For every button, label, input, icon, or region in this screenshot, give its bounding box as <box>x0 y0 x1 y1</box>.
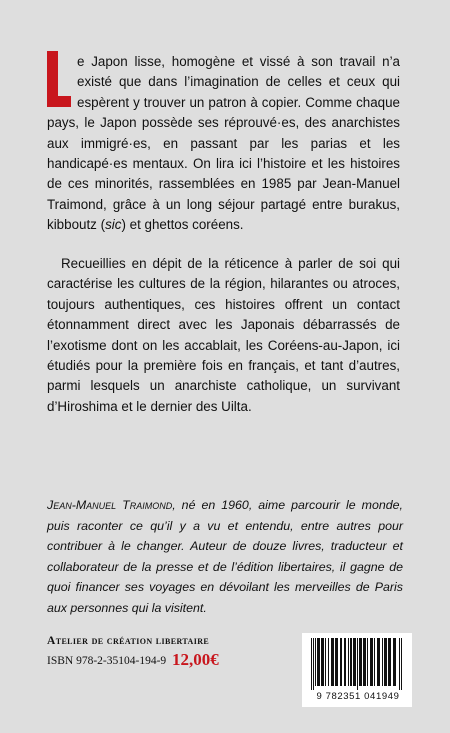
barcode-bar <box>350 638 352 686</box>
author-bio <box>47 495 403 619</box>
barcode-bar <box>335 638 338 686</box>
barcode-bar <box>344 638 346 686</box>
barcode <box>302 633 412 707</box>
barcode-bar <box>325 638 326 686</box>
publisher-name: Atelier de création libertaire <box>47 635 210 647</box>
barcode-bar <box>370 638 373 686</box>
barcode-bar <box>353 638 356 686</box>
barcode-bar <box>384 638 387 686</box>
author-name: Jean-Manuel Traimond <box>47 498 173 512</box>
barcode-bar <box>331 638 334 686</box>
barcode-bar <box>374 638 375 686</box>
barcode-bar <box>311 638 312 690</box>
barcode-bar <box>359 638 362 686</box>
blurb-paragraph-2: Recueillies en dépit de la réticence à parler de soi qui caractérise les cultures de la région, hilarantes ou atroces, toujours authentiques, ces histoires offrent un contact étonnamment direct avec les Japonais débarrassés de l’exotisme dont on les accablait, les Coréens-au-Japon, ici étudiés pour la première fois en français, et tant d’autres, parmi lesquels un anarchiste catholique, un survivant d’Hiroshima et le dernier des Uilta. <box>47 256 400 414</box>
isbn: ISBN 978-2-35104-194-9 <box>47 655 167 667</box>
barcode-bar <box>321 638 324 686</box>
price: 12,00€ <box>172 650 219 669</box>
barcode-bar <box>357 638 358 690</box>
barcode-bar <box>367 638 368 686</box>
barcode-bar <box>382 638 383 686</box>
blurb-italic-sic: sic <box>105 217 122 233</box>
blurb-text-1-end: ) et ghettos coréens. <box>121 217 244 233</box>
barcode-bar <box>348 638 349 686</box>
barcode-bar <box>401 638 402 690</box>
barcode-bar <box>388 638 391 686</box>
barcode-bars <box>311 638 403 690</box>
barcode-bar <box>377 638 380 686</box>
barcode-bar <box>315 638 316 686</box>
blurb-text-1: e Japon lisse, homogène et vissé à son travail n’a existé que dans l’imagination de celles et ceux qui espèrent y trouver un patron à copier. Comme chaque pays, le Japon possède ses réprouvé·es, des anarchistes aux immigré·es, en passant par les parias et les handicapé·es mentaux. On lira ici l’histoire et les histoires de ces minorités, rassemblées en 1985 par Jean-Manuel Traimond, grâce à un long séjour partagé entre burakus, kibboutz ( <box>47 54 400 233</box>
barcode-digits: 9 782351 041949 <box>316 691 400 702</box>
barcode-bar <box>317 638 320 686</box>
barcode-bar <box>313 638 314 690</box>
barcode-bar <box>393 638 396 686</box>
blurb-paragraph-1 <box>47 52 400 236</box>
barcode-bar <box>399 638 400 690</box>
barcode-bar <box>328 638 329 686</box>
author-bio-text: , né en 1960, aime parcourir le monde, puis raconter ce qu’il y a vu et entendu, entre autres pour contribuer à le changer. Auteur de douze livres, traducteur et collaborateur de la presse et de l’édition libertaires, il gagne de quoi financer ses voyages en dévoilant les merveilles de Paris aux personnes qui la visitent. <box>47 498 403 615</box>
barcode-bar <box>363 638 366 686</box>
barcode-bar <box>340 638 342 686</box>
